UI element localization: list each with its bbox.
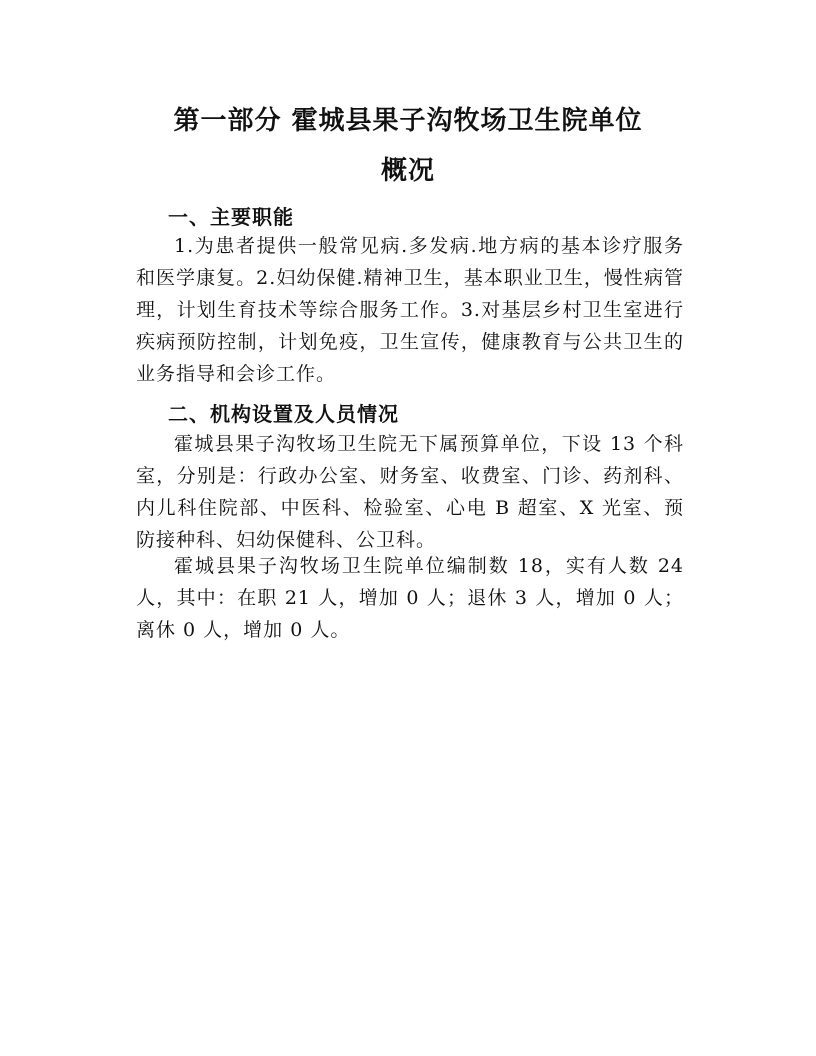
page-title: 第一部分 霍城县果子沟牧场卫生院单位 概况 [173,106,643,186]
paragraph-departments: 霍城县果子沟牧场卫生院无下属预算单位，下设 13 个科室，分别是：行政办公室、财务室、收费室、门诊、药剂科、内儿科住院部、中医科、检验室、心电 B 超室、X 光室、预防接种科、妇幼保健科、公卫科。 [136,433,684,551]
section-heading-main-functions: 一、主要职能 [168,205,294,229]
section-heading-organization-staff: 二、机构设置及人员情况 [168,402,399,426]
paragraph-staffing: 霍城县果子沟牧场卫生院单位编制数 18，实有人数 24 人，其中：在职 21 人，增加 0 人；退休 3 人，增加 0 人；离休 0 人，增加 0 人。 [136,555,684,641]
paragraph-main-functions: 1.为患者提供一般常见病.多发病.地方病的基本诊疗服务和医学康复。2.妇幼保健.精神卫生，基本职业卫生，慢性病管理，计划生育技术等综合服务工作。3.对基层乡村卫生室进行疾病预防控制，计划免疫，卫生宣传，健康教育与公共卫生的业务指导和会诊工作。 [136,235,684,385]
